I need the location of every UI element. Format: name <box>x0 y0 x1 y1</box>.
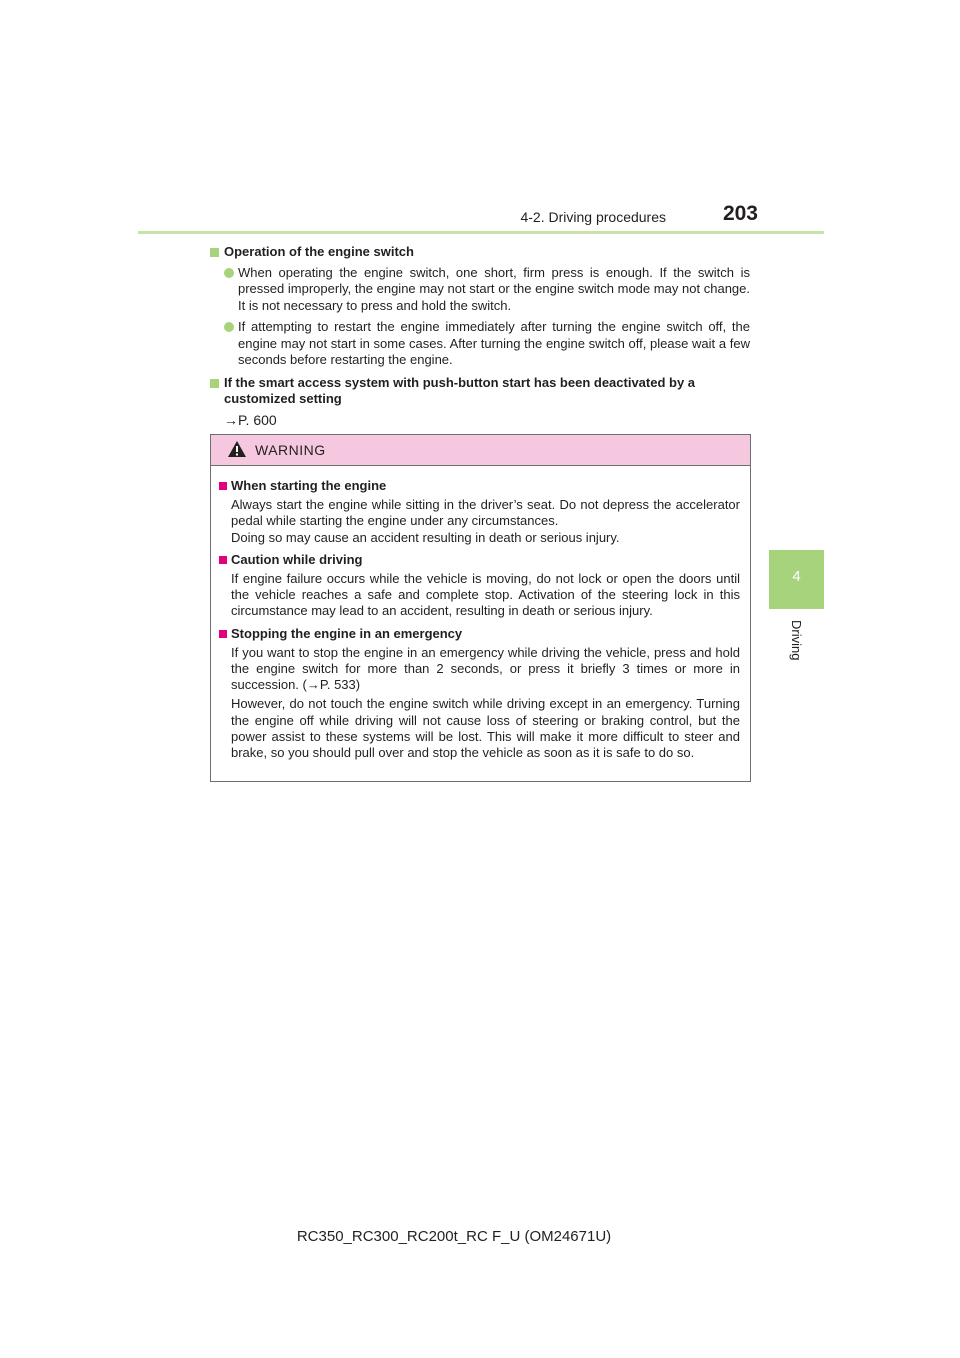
circle-bullet-icon <box>224 268 234 278</box>
page-number: 203 <box>722 202 758 225</box>
square-bullet-icon <box>210 379 219 388</box>
square-bullet-icon <box>219 630 227 638</box>
warning-paragraph: If you want to stop the engine in an emergency while driving the vehicle, press and hold the engine switch for more than 2 seconds, or press it briefly 3 times or more in succession. (→P. 533) <box>231 644 740 693</box>
warning-paragraph: However, do not touch the engine switch while driving except in an emergency. Turning the engine off while driving will not cause loss of steering or braking control, but the power assist to these systems will be lost. This will make it more difficult to steer and brake, so you should pull over and stop the vehicle as soon as it is safe to do so. <box>231 696 740 761</box>
warning-paragraph: Always start the engine while sitting in the driver’s seat. Do not depress the accelerator pedal while starting the engine under any circumstances. <box>231 497 740 529</box>
warning-paragraph: If engine failure occurs while the vehicle is moving, do not lock or open the doors until the vehicle reaches a safe and complete stop. Activation of the steering lock in this circumstance may lead to an accident, resulting in death or serious injury. <box>231 571 740 619</box>
chapter-tab <box>769 550 824 609</box>
warning-paragraph: Doing so may cause an accident resulting in death or serious injury. <box>231 529 620 545</box>
warning-body <box>211 466 750 761</box>
warning-heading: Stopping the engine in an emergency <box>219 626 740 642</box>
footer-model-code: RC350_RC300_RC200t_RC F_U (OM24671U) <box>296 1228 612 1245</box>
square-bullet-icon <box>219 482 227 490</box>
square-bullet-icon <box>210 248 219 257</box>
page-reference: →P. 600 <box>224 411 277 428</box>
warning-title: WARNING <box>255 442 326 458</box>
circle-bullet-icon <box>224 322 234 332</box>
warning-box <box>210 434 751 782</box>
square-bullet-icon <box>219 556 227 564</box>
section-title: 4-2. Driving procedures <box>520 209 666 225</box>
warning-heading: When starting the engine <box>219 478 740 494</box>
header-rule <box>138 231 824 234</box>
chapter-number: 4 <box>792 568 801 585</box>
section-heading: Operation of the engine switch <box>210 244 750 261</box>
main-content <box>210 244 750 428</box>
warning-header <box>211 435 750 466</box>
list-item: If attempting to restart the engine immediately after turning the engine switch off, the engine may not start in some cases. After turning the engine switch off, please wait a few seconds before restarting the engine. <box>210 319 750 369</box>
warning-triangle-icon <box>227 440 247 458</box>
page-header <box>138 200 824 234</box>
warning-heading: Caution while driving <box>219 552 740 568</box>
section-heading: If the smart access system with push-button start has been deactivated by a customized setting <box>210 375 750 408</box>
list-item: When operating the engine switch, one short, firm press is enough. If the switch is pressed improperly, the engine may not start or the engine switch mode may not change. It is not necessary to press and hold the switch. <box>210 265 750 315</box>
chapter-label: Driving <box>789 620 804 661</box>
